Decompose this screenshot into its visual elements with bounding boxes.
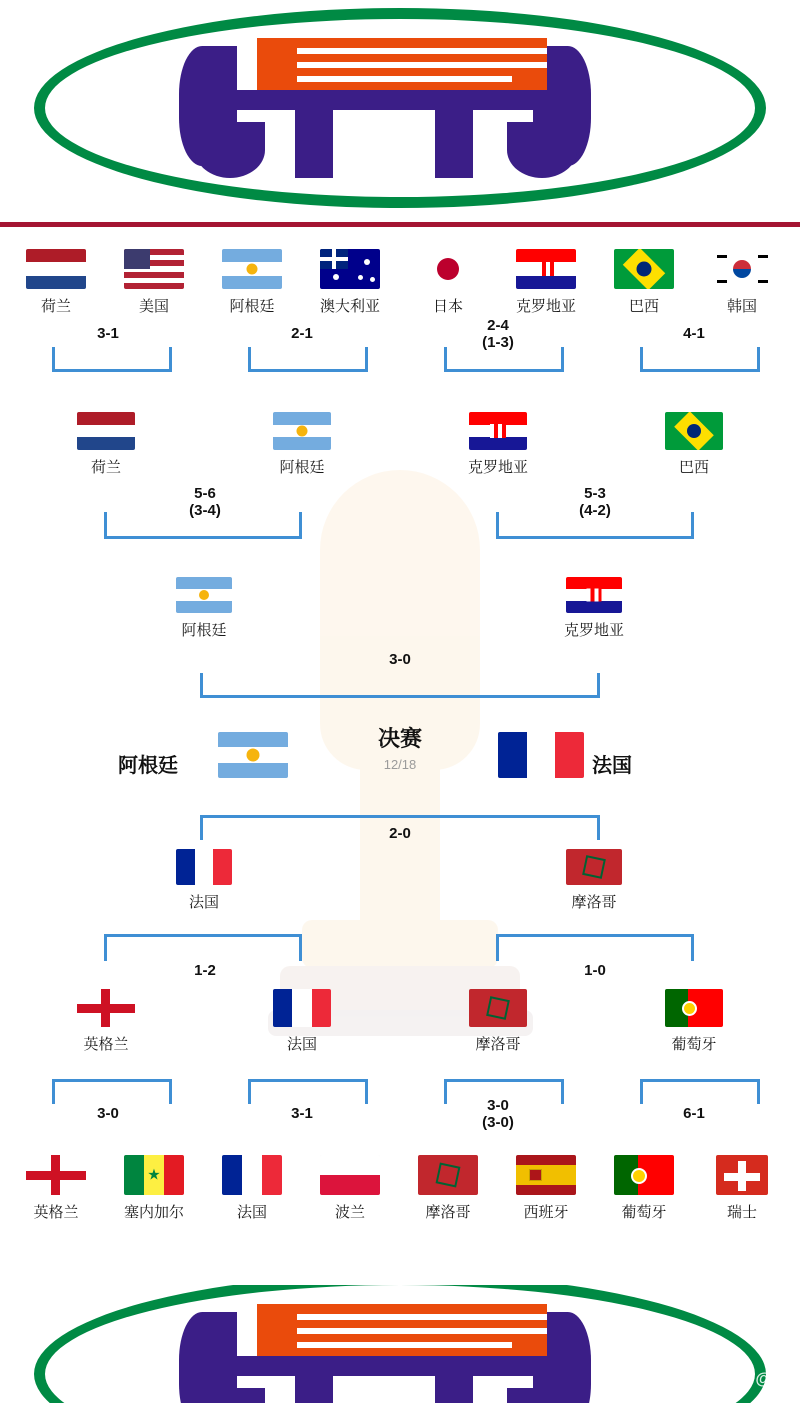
bracket-team-sf-bottom-2 — [558, 849, 630, 912]
bracket-team-r16-top-5 — [412, 249, 484, 316]
bracket-team-r16-top-7 — [608, 249, 680, 316]
bracket-team-qf-top-3 — [462, 412, 534, 477]
score-qf-top-2: 5-3 (4-2) — [579, 485, 611, 519]
bracket-team-qf-bottom-4 — [658, 989, 730, 1054]
score-sf-bottom: 2-0 — [389, 825, 411, 842]
connector-qf-top-1 — [104, 512, 302, 539]
logo-crossbar-bottom — [221, 1356, 551, 1376]
connector-r16-top-2 — [248, 347, 368, 372]
flag-france-icon — [222, 1155, 282, 1195]
team-label: 阿根廷 — [279, 459, 325, 476]
score-r16-bottom-4: 6-1 — [683, 1105, 705, 1122]
team-label: 巴西 — [678, 459, 709, 476]
logo-stem-right-bottom — [435, 1359, 473, 1403]
logo-banner-top — [0, 0, 800, 215]
score-r16-bottom-3: 3-0 (3-0) — [482, 1097, 514, 1131]
logo-oval-bottom — [34, 1285, 766, 1403]
watermark-text: @ — [755, 1369, 774, 1388]
bracket-team-r16-bottom-3 — [216, 1155, 288, 1222]
flag-switzerland-icon — [716, 1155, 768, 1195]
team-label: 克罗地亚 — [515, 298, 576, 315]
bracket-team-qf-top-1 — [70, 412, 142, 477]
team-label: 英格兰 — [33, 1204, 79, 1221]
bracket-team-r16-bottom-1 — [20, 1155, 92, 1222]
bracket-team-sf-top-1 — [168, 577, 240, 640]
bracket-team-r16-bottom-8 — [706, 1155, 778, 1222]
score-r16-top-1: 3-1 — [97, 325, 119, 342]
logo-oval — [34, 8, 766, 208]
team-label: 荷兰 — [90, 459, 121, 476]
flag-croatia-icon — [469, 412, 527, 450]
logo-red-block-bottom — [257, 1304, 547, 1362]
team-label: 韩国 — [726, 298, 757, 315]
team-label: 瑞士 — [726, 1204, 757, 1221]
flag-usa-icon — [124, 249, 184, 289]
connector-r16-bottom-1 — [52, 1079, 172, 1104]
score-r16-top-3: 2-4 (1-3) — [482, 317, 514, 351]
tournament-bracket — [0, 227, 800, 1285]
connector-qf-bottom-1 — [104, 934, 302, 961]
flag-morocco-icon — [418, 1155, 478, 1195]
flag-australia-icon — [320, 249, 380, 289]
flag-france-icon — [176, 849, 232, 885]
final-right-flag — [498, 732, 584, 778]
flag-southkorea-icon — [712, 249, 772, 289]
flag-argentina-icon — [176, 577, 232, 613]
team-label: 法国 — [236, 1204, 267, 1221]
score-r16-bottom-2: 3-1 — [291, 1105, 313, 1122]
connector-r16-bottom-4 — [640, 1079, 760, 1104]
flag-poland-icon — [320, 1155, 380, 1195]
score-qf-top-1: 5-6 (3-4) — [189, 485, 221, 519]
team-label: 摩洛哥 — [571, 894, 617, 911]
logo-banner-bottom — [0, 1285, 800, 1403]
connector-r16-top-3 — [444, 347, 564, 372]
bracket-team-r16-bottom-2 — [118, 1155, 190, 1222]
bracket-team-r16-bottom-5 — [412, 1155, 484, 1222]
connector-sf-top — [200, 673, 600, 698]
bracket-team-qf-bottom-2 — [266, 989, 338, 1054]
team-label: 美国 — [138, 298, 169, 315]
flag-morocco-icon — [469, 989, 527, 1027]
final-left-flag — [218, 732, 288, 778]
bracket-team-r16-top-1 — [20, 249, 92, 316]
bracket-team-qf-top-2 — [266, 412, 338, 477]
score-qf-bottom-1: 1-2 — [194, 962, 216, 979]
final-left-team-label: 阿根廷 — [118, 755, 178, 777]
team-label: 日本 — [432, 298, 463, 315]
flag-england-icon — [26, 1155, 86, 1195]
flag-portugal-icon — [665, 989, 723, 1027]
connector-r16-bottom-2 — [248, 1079, 368, 1104]
bracket-team-r16-bottom-4 — [314, 1155, 386, 1222]
final-title: 决赛 — [377, 726, 422, 751]
bracket-team-r16-top-4 — [314, 249, 386, 316]
flag-netherlands-icon — [26, 249, 86, 289]
bracket-team-sf-top-2 — [558, 577, 630, 640]
bracket-team-r16-top-2 — [118, 249, 190, 316]
team-label: 克罗地亚 — [563, 622, 624, 639]
logo-inner-bottom — [185, 1304, 615, 1403]
score-r16-top-2: 2-1 — [291, 325, 313, 342]
team-label: 西班牙 — [523, 1204, 569, 1221]
flag-brazil-icon — [614, 249, 674, 289]
team-label: 巴西 — [628, 298, 659, 315]
final-block — [340, 722, 460, 772]
flag-spain-icon — [516, 1155, 576, 1195]
team-label: 摩洛哥 — [425, 1204, 471, 1221]
logo-red-block — [257, 38, 547, 96]
score-sf-top: 3-0 — [389, 651, 411, 668]
logo-stem-left-bottom — [295, 1359, 333, 1403]
logo-crossbar — [221, 90, 551, 110]
team-label: 英格兰 — [83, 1036, 129, 1053]
team-label: 波兰 — [334, 1204, 365, 1221]
bracket-team-sf-bottom-1 — [168, 849, 240, 912]
flag-senegal-icon: ★ — [124, 1155, 184, 1195]
final-right-team-label: 法国 — [592, 755, 632, 777]
final-date: 12/18 — [383, 757, 417, 772]
flag-france-icon — [498, 732, 584, 778]
flag-brazil-icon — [665, 412, 723, 450]
logo-swirl-left — [195, 122, 265, 178]
bracket-team-qf-bottom-1 — [70, 989, 142, 1054]
connector-qf-bottom-2 — [496, 934, 694, 961]
flag-england-icon — [77, 989, 135, 1027]
team-label: 法国 — [188, 894, 219, 911]
flag-argentina-icon — [222, 249, 282, 289]
logo-stem-right — [435, 93, 473, 178]
connector-qf-top-2 — [496, 512, 694, 539]
score-r16-bottom-1: 3-0 — [97, 1105, 119, 1122]
score-r16-top-4: 4-1 — [683, 325, 705, 342]
bracket-team-r16-top-3 — [216, 249, 288, 316]
team-label: 葡萄牙 — [671, 1036, 717, 1053]
logo-inner — [185, 38, 615, 178]
flag-argentina-icon — [218, 732, 288, 778]
team-label: 澳大利亚 — [319, 298, 380, 315]
flag-morocco-icon — [566, 849, 622, 885]
team-label: 荷兰 — [40, 298, 71, 315]
team-label: 塞内加尔 — [123, 1204, 184, 1221]
score-qf-bottom-2: 1-0 — [584, 962, 606, 979]
logo-swirl-right-bottom — [507, 1388, 577, 1403]
logo-swirl-right — [507, 122, 577, 178]
flag-croatia-icon — [516, 249, 576, 289]
flag-france-icon — [273, 989, 331, 1027]
bracket-team-r16-bottom-6 — [510, 1155, 582, 1222]
bracket-team-r16-top-8 — [706, 249, 778, 316]
team-label: 阿根廷 — [229, 298, 275, 315]
flag-japan-icon — [418, 249, 478, 289]
team-label: 法国 — [286, 1036, 317, 1053]
logo-swirl-left-bottom — [195, 1388, 265, 1403]
team-label: 阿根廷 — [181, 622, 227, 639]
bracket-team-qf-top-4 — [658, 412, 730, 477]
team-label: 摩洛哥 — [475, 1036, 521, 1053]
logo-stem-left — [295, 93, 333, 178]
connector-r16-top-1 — [52, 347, 172, 372]
bracket-team-r16-bottom-7 — [608, 1155, 680, 1222]
team-label: 葡萄牙 — [621, 1204, 667, 1221]
team-label: 克罗地亚 — [467, 459, 528, 476]
flag-portugal-icon — [614, 1155, 674, 1195]
flag-croatia-icon — [566, 577, 622, 613]
bracket-team-r16-top-6 — [510, 249, 582, 316]
flag-netherlands-icon — [77, 412, 135, 450]
flag-argentina-icon — [273, 412, 331, 450]
connector-r16-top-4 — [640, 347, 760, 372]
bracket-team-qf-bottom-3 — [462, 989, 534, 1054]
